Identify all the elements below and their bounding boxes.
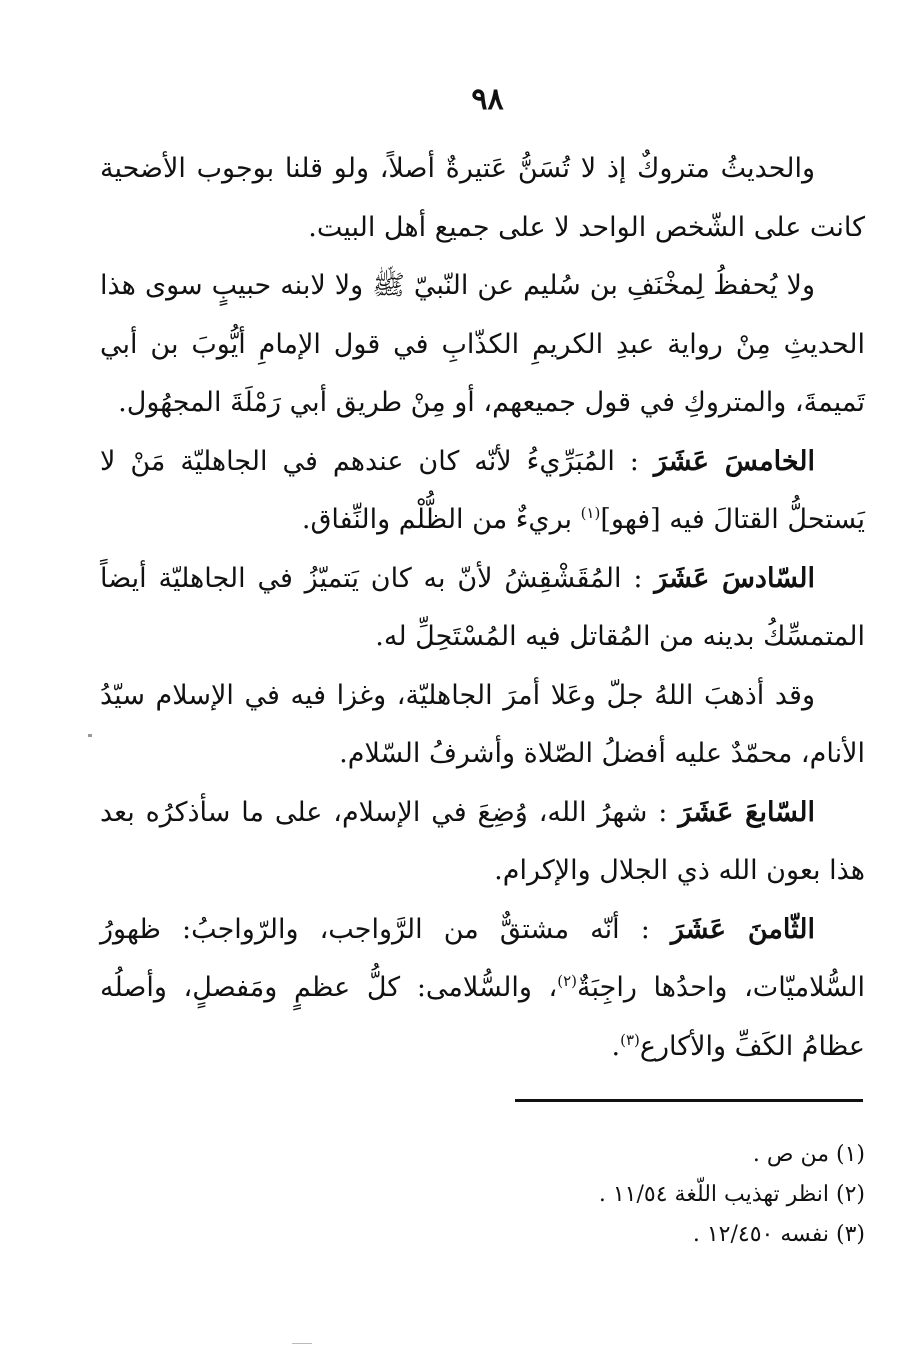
paragraph-7-text-a: : أنّه مشتقٌّ من الرَّواجب، والرّواجبُ: ظهورُ السُّلاميّات، واحدُها راجِبَةٌ: [100, 913, 865, 1003]
footnote-1: (١) من ص .: [752, 1142, 865, 1167]
paragraph-5: وقد أذهبَ اللهُ جلّ وعَلا أمرَ الجاهليّة، وغزا فيه في الإسلام سيّدُ الأنام، محمّدٌ عليه أفضلُ الصّلاة وأشرفُ السّلام.: [100, 679, 865, 769]
paragraph-1: والحديثُ متروكٌ إذ لا تُسَنُّ عَتيرةٌ أصلاً، ولو قلنا بوجوب الأضحية كانت على الشّخص الواحد لا على جميع أهل البيت.: [100, 153, 865, 243]
body-text: [100, 140, 865, 1076]
paragraph-7-text-c: .: [611, 1030, 621, 1062]
page-number: ٩٨: [471, 82, 504, 117]
footnote-ref-2[interactable]: (٢): [557, 972, 578, 990]
scan-margin-mark: [88, 734, 92, 737]
paragraph-4-text: : المُقَشْقِشُ لأنّ به كان يَتميّزُ في الجاهليّة أيضاً المتمسِّكُ بدينه من المُقاتل فيه المُسْتَحِلِّ له.: [100, 562, 865, 652]
footnote-2: (٢) انظر تهذيب اللّغة ١١/٥٤ .: [598, 1182, 865, 1207]
section-heading-eighteenth: الثّامنَ عَشَرَ: [670, 913, 815, 945]
paragraph-3-text-b: بريءٌ من الظُّلْم والنِّفاق.: [301, 504, 581, 535]
scan-bottom-mark: [292, 1343, 312, 1344]
footnote-ref-1[interactable]: (١): [580, 504, 601, 522]
footnote-3: (٣) نفسه ١٢/٤٥٠ .: [692, 1222, 865, 1247]
paragraph-6: [100, 784, 865, 901]
section-heading-sixteenth: السّادسَ عَشَرَ: [654, 562, 815, 594]
footnotes: [100, 1135, 865, 1255]
paragraph-6-text: : شهرُ الله، وُضِعَ في الإسلام، على ما سأذكرُه بعد هذا بعون الله ذي الجلال والإكرام.: [100, 796, 865, 886]
paragraph-7-text-b: ، والسُّلامى: كلُّ عظمٍ ومَفصلٍ، وأصلُه عظامُ الكَفِّ والأكارع: [100, 972, 865, 1062]
paragraph-3-text-a: : المُبَرِّيءُ لأنّه كان عندهم في الجاهليّة مَنْ لا يَستحلُّ القتالَ فيه [فهو]: [100, 445, 865, 535]
paragraph-4: [100, 550, 865, 667]
section-heading-fifteenth: الخامسَ عَشَرَ: [653, 445, 815, 477]
footnote-ref-3[interactable]: (٣): [620, 1030, 640, 1049]
footnote-separator: [515, 1099, 863, 1102]
paragraph-7: [100, 901, 865, 1077]
section-heading-seventeenth: السّابعَ عَشَرَ: [678, 796, 816, 828]
paragraph-2: ولا يُحفظُ لِمخْنَفِ بن سُليم عن النّبيّ ﷺ ولا لابنه حبيبٍ سوى هذا الحديثِ مِنْ رواية عبدِ الكريمِ الكذّابِ في قول الإمامِ أيُّوبَ بن أبي تَميمةَ، والمتروكِ في قول جميعهم، أو مِنْ طريق أبي رَمْلَةَ المجهُول.: [100, 270, 865, 418]
paragraph-3: [100, 433, 865, 550]
